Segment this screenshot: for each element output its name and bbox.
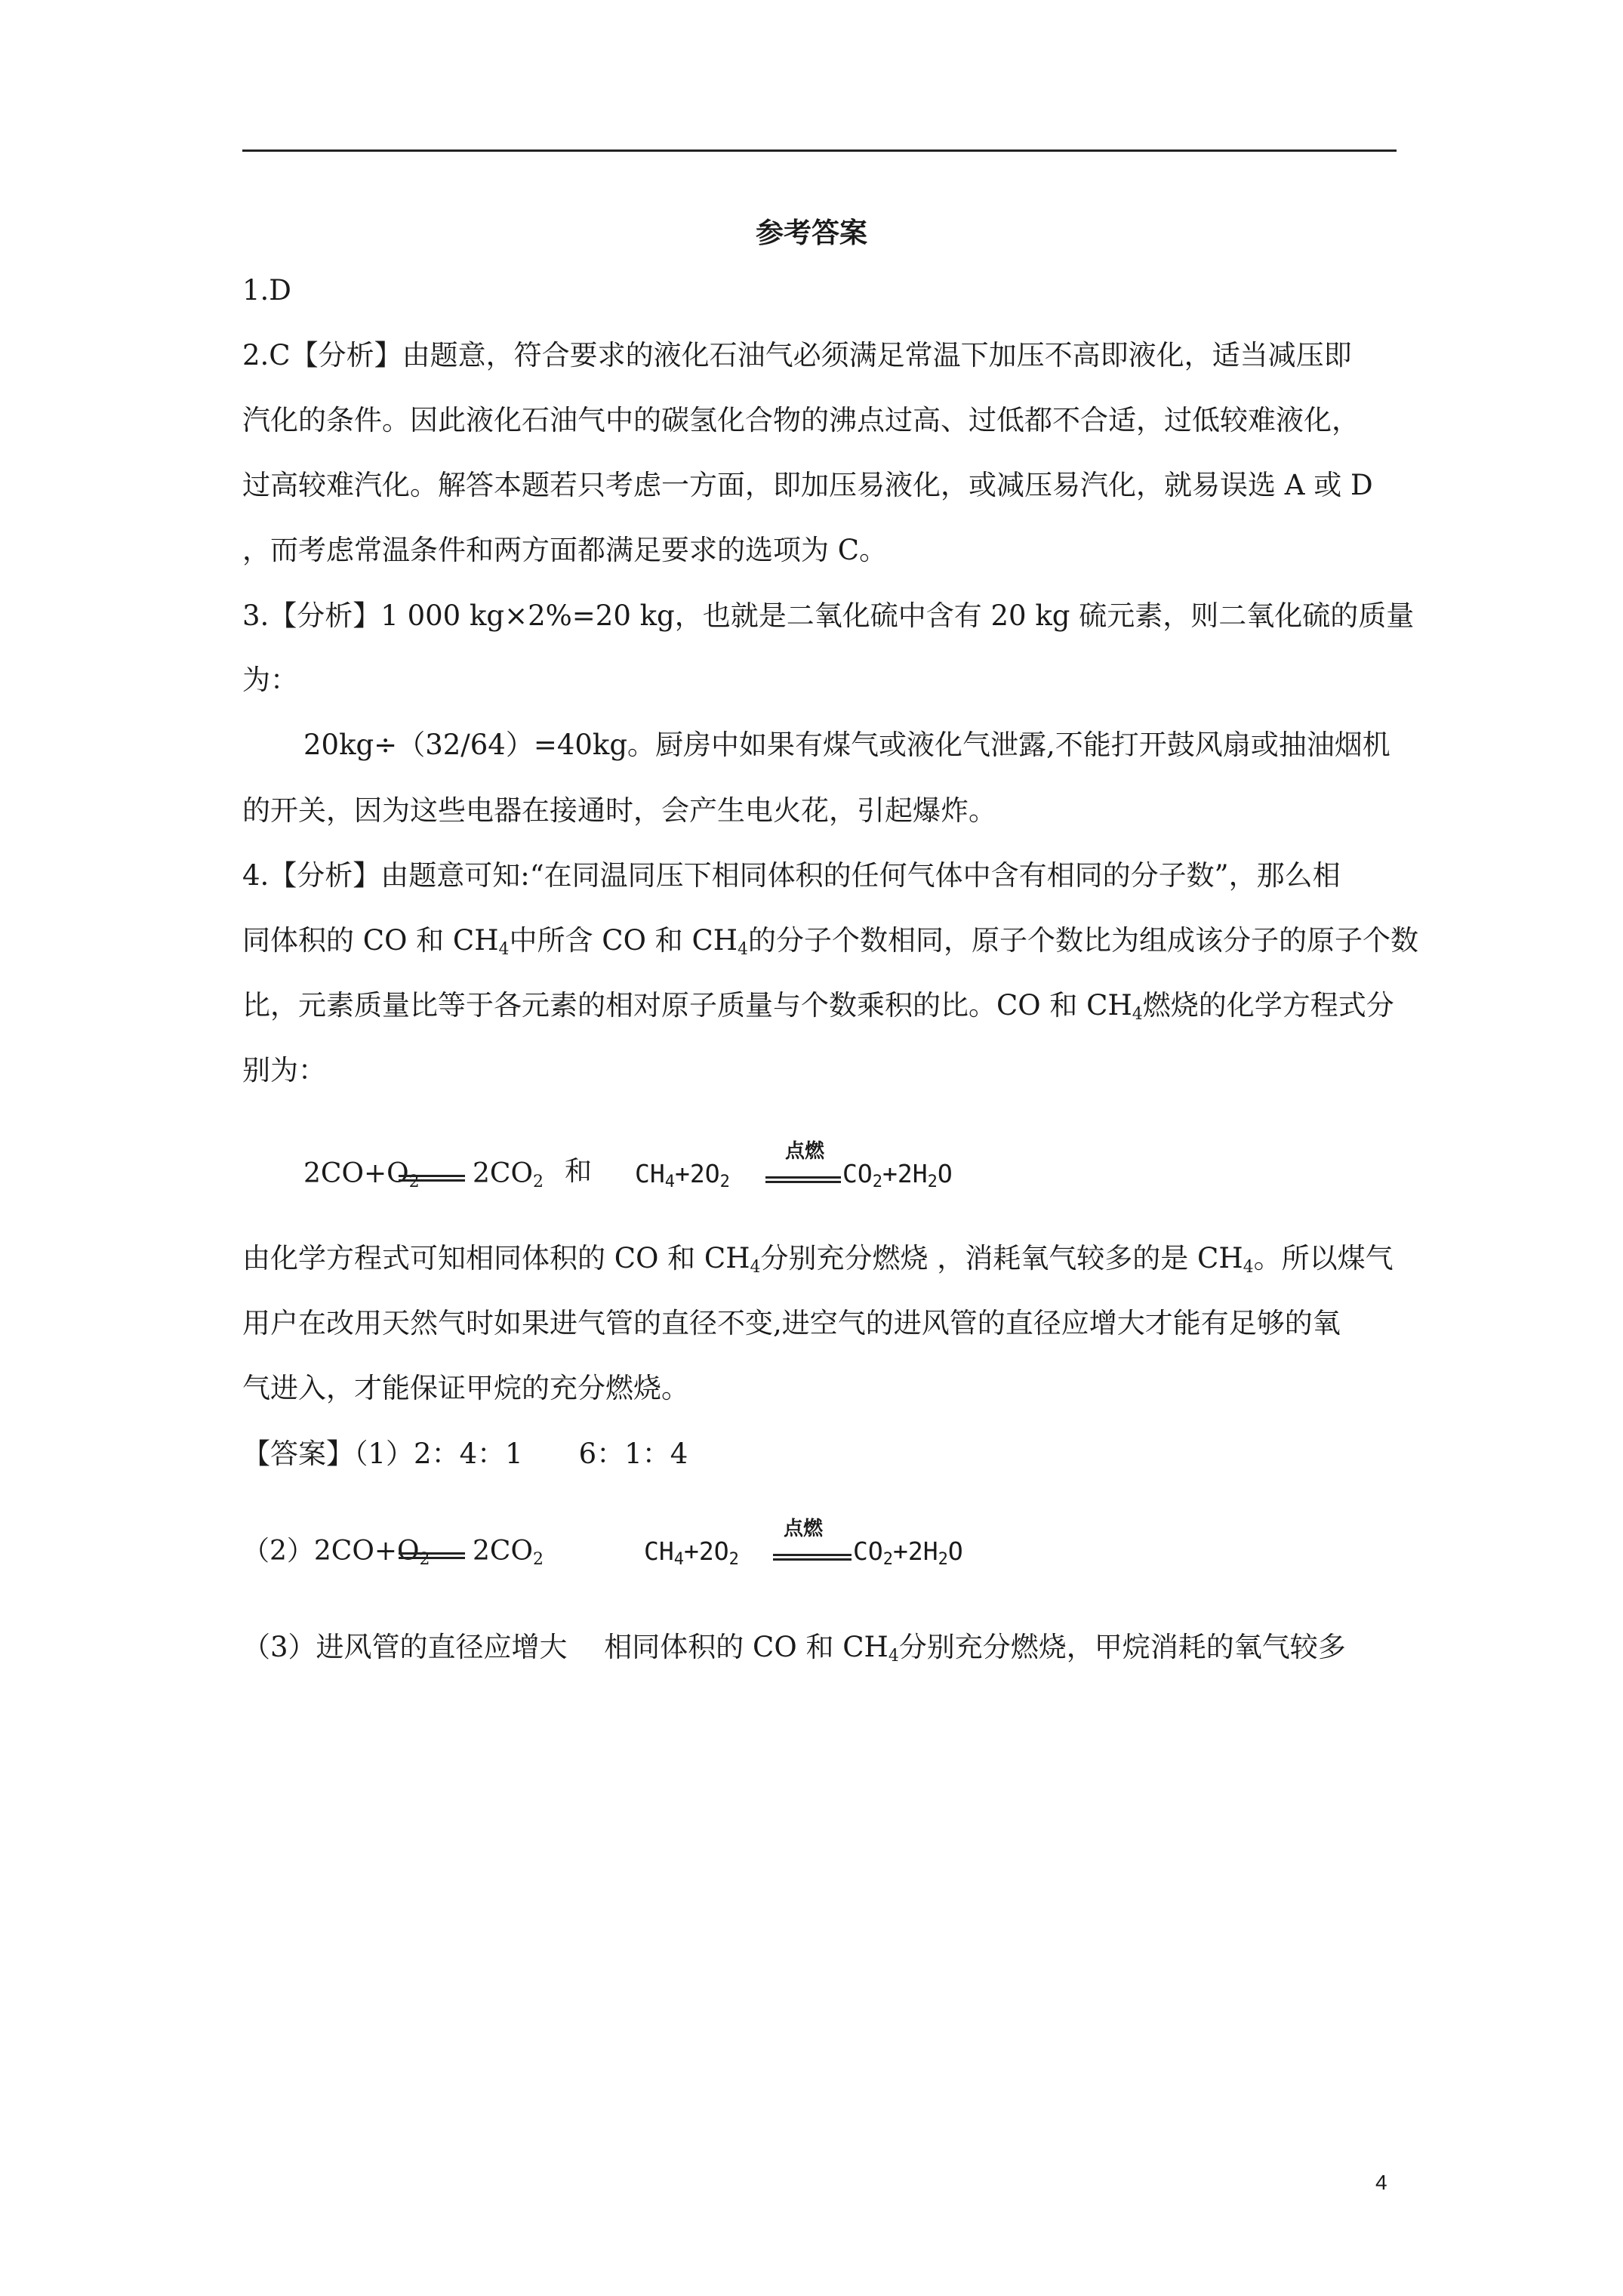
eq-text: 2CO+O [313, 1536, 420, 1567]
answer-2-equation-ch4 [644, 1536, 739, 1569]
subscript: 2 [927, 1173, 938, 1191]
answer-2-line-4: ，而考虑常温条件和两方面都满足要求的选项为 C。 [242, 534, 888, 566]
text-span: 由化学方程式可知相同体积的 CO 和 CH [242, 1242, 750, 1274]
subscript: 2 [532, 1173, 544, 1191]
eq-text: +2O [684, 1536, 729, 1566]
eq-text: CO [853, 1536, 883, 1566]
equals-bar [399, 1552, 465, 1555]
subscript: 2 [938, 1550, 948, 1569]
answer-3-line-3: 20kg÷（32/64）=40kg。厨房中如果有煤气或液化气泄露,不能打开鼓风扇或抽油烟机 [303, 729, 1390, 761]
answer-3-line-4: 的开关，因为这些电器在接通时，会产生电火花，引起爆炸。 [242, 794, 996, 827]
subscript: 4 [888, 1647, 899, 1666]
eq-text: 2CO [473, 1158, 533, 1189]
equals-bar [773, 1554, 852, 1556]
equals-bar [765, 1181, 841, 1183]
subscript: 4 [498, 940, 510, 959]
text-span: 中所含 CO 和 CH [509, 924, 738, 957]
header-rule [242, 149, 1397, 152]
subscript: 4 [750, 1258, 761, 1277]
equals-bar [765, 1176, 841, 1179]
eq-text: +2H [882, 1159, 928, 1188]
text-span: 分别充分燃烧，甲烷消耗的氧气较多 [898, 1631, 1346, 1663]
text-span: 分别充分燃烧 ，消耗氧气较多的是 CH [760, 1242, 1243, 1274]
text-span: 燃烧的化学方程式分 [1142, 989, 1394, 1022]
eq-text: +2H [893, 1536, 938, 1566]
eq-text: 2CO+O [303, 1158, 409, 1189]
answer-3-line-1: 3.【分析】1 000 kg×2%=20 kg，也就是二氧化硫中含有 20 kg 硫元素，则二氧化硫的质量 [242, 599, 1415, 632]
answer-line-1: 【答案】（1）2：4：1 6：1：4 [242, 1438, 688, 1470]
eq-products [853, 1536, 963, 1569]
answer-2-line-3: 过高较难汽化。解答本题若只考虑一方面，即加压易液化，或减压易汽化，就易误选 A 或 D [242, 469, 1373, 501]
answer-4-line-3 [242, 991, 1394, 1023]
eq-text: CO [842, 1159, 873, 1188]
page-number: 4 [1375, 2171, 1387, 2194]
answer-1: 1.D [242, 274, 291, 307]
reaction-condition: 点燃 [785, 1140, 825, 1163]
eq-text: +2O [675, 1159, 720, 1188]
eq-text: CH [635, 1159, 665, 1188]
eq-product [473, 1160, 544, 1191]
conclusion-line-2: 用户在改用天然气时如果进气管的直径不变,进空气的进风管的直径应增大才能有足够的氧 [242, 1307, 1341, 1339]
subscript: 4 [738, 940, 749, 959]
eq-text: 2CO [473, 1536, 533, 1567]
page-title: 参考答案 [756, 216, 867, 249]
answer-3-line-2: 为： [242, 664, 298, 696]
subscript: 2 [408, 1173, 420, 1191]
subscript: 2 [532, 1550, 544, 1569]
text-span: 比，元素质量比等于各元素的相对原子质量与个数乘积的比。CO 和 CH [242, 989, 1132, 1022]
subscript: 2 [719, 1173, 730, 1191]
text-span: （3）进风管的直径应增大 相同体积的 CO 和 CH [242, 1631, 888, 1663]
reaction-condition: 点燃 [784, 1518, 824, 1540]
conclusion-line-1 [242, 1244, 1394, 1276]
equals-bar [399, 1557, 465, 1559]
subscript: 2 [728, 1550, 739, 1569]
subscript: 2 [882, 1550, 893, 1569]
answer-4-line-4: 别为： [242, 1054, 326, 1086]
text-span: 的分子个数相同，原子个数比为组成该分子的原子个数 [748, 924, 1419, 957]
equals-bar [399, 1179, 465, 1182]
eq-product [473, 1538, 544, 1568]
eq-text: CH [644, 1536, 674, 1566]
eq-products [842, 1161, 953, 1191]
answer-4-line-1: 4.【分析】由题意可知:“在同温同压下相同体积的任何气体中含有相同的分子数”，那么相 [242, 859, 1341, 892]
eq-text: O [947, 1536, 963, 1566]
answer-2-line-1: 2.C【分析】由题意，符合要求的液化石油气必须满足常温下加压不高即液化，适当减压即 [242, 339, 1352, 371]
subscript: 4 [1132, 1005, 1143, 1024]
and-word: 和 [565, 1156, 593, 1187]
subscript: 4 [1243, 1258, 1254, 1277]
subscript: 4 [673, 1550, 684, 1569]
subscript: 2 [419, 1550, 430, 1569]
equals-bar [773, 1558, 852, 1561]
subscript: 2 [872, 1173, 882, 1191]
answer-2-line-2: 汽化的条件。因此液化石油气中的碳氢化合物的沸点过高、过低都不合适，过低较难液化， [242, 404, 1360, 436]
answer-line-3 [242, 1633, 1346, 1665]
subscript: 4 [664, 1173, 675, 1191]
equation-ch4-combustion [635, 1161, 730, 1191]
equals-bar [399, 1175, 465, 1177]
conclusion-line-3: 气进入，才能保证甲烷的充分燃烧。 [242, 1372, 689, 1404]
eq-text: O [937, 1159, 953, 1188]
eq-label: （2） [242, 1536, 314, 1567]
answer-4-line-2 [242, 926, 1418, 958]
text-span: 同体积的 CO 和 CH [242, 924, 499, 957]
text-span: 。所以煤气 [1253, 1242, 1394, 1274]
